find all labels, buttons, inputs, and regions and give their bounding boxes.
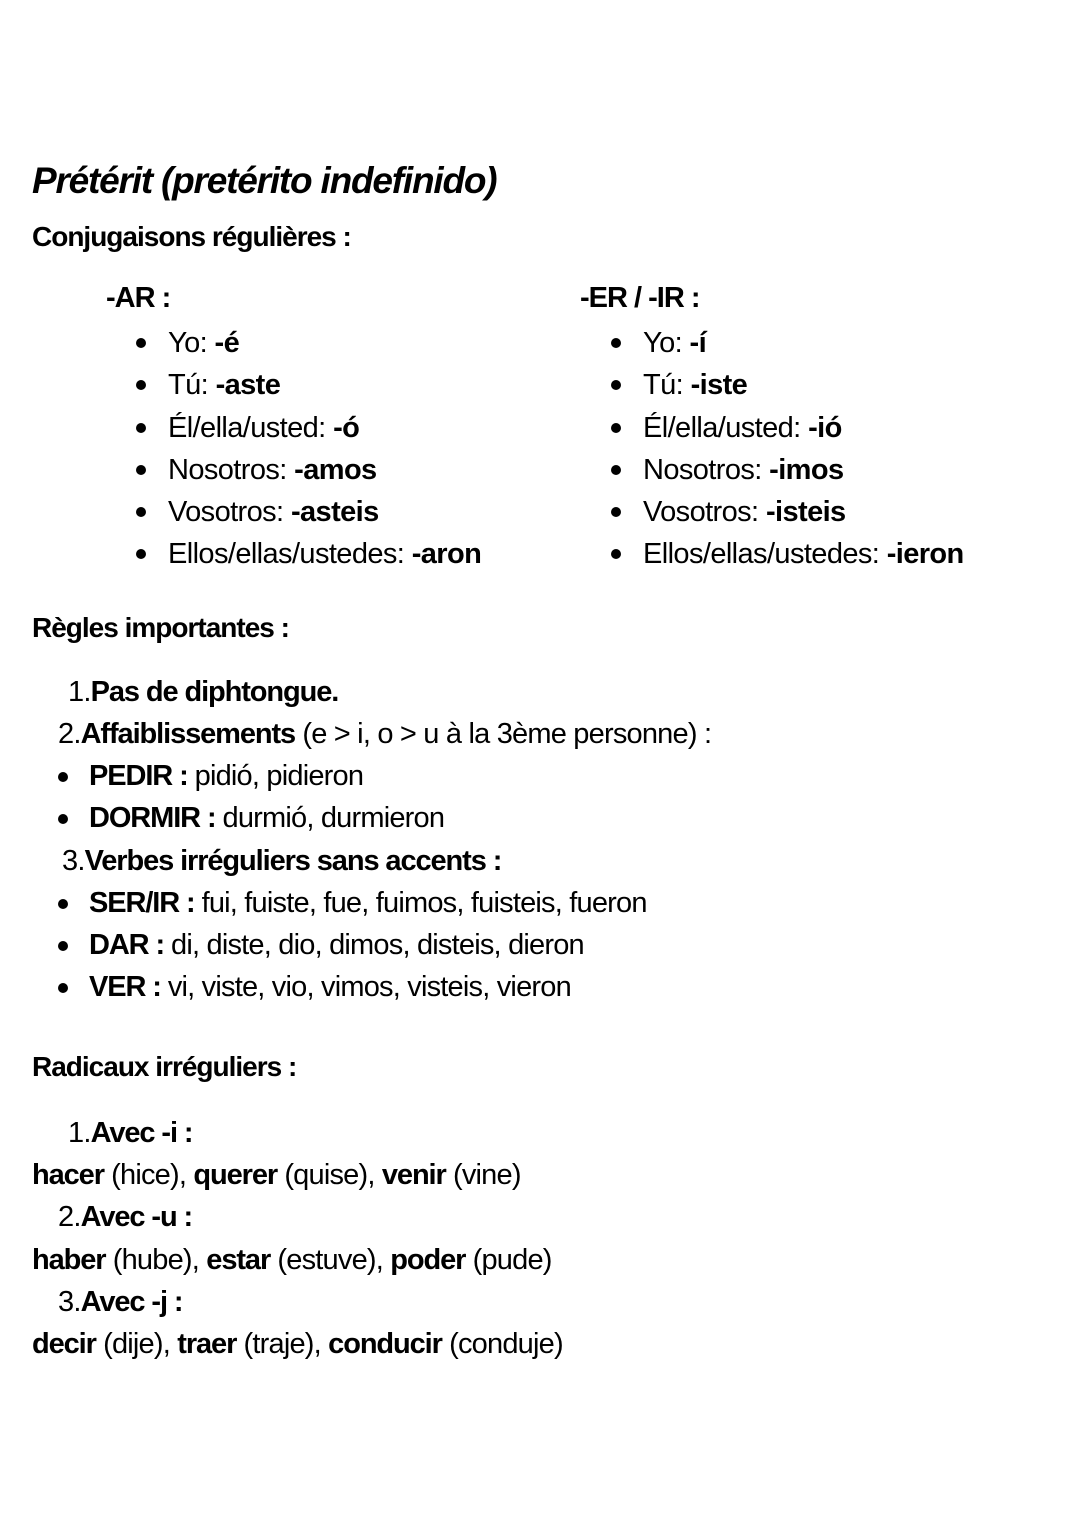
- bullet-icon: [611, 549, 621, 559]
- list-item: Nosotros: -amos: [136, 449, 481, 491]
- list-item: Ellos/ellas/ustedes: -aron: [136, 533, 481, 575]
- bullet-icon: [611, 507, 621, 517]
- er-ir-heading: -ER / -IR :: [580, 282, 700, 314]
- rule-2: 2.Affaiblissements (e > i, o > u à la 3ème personne) :: [58, 718, 712, 750]
- radical-group-label: 1.Avec -i :: [68, 1117, 193, 1149]
- list-item: Yo: -í: [611, 322, 964, 364]
- bullet-icon: [58, 772, 68, 782]
- rules-heading: Règles importantes :: [32, 612, 289, 643]
- regular-conjugations-heading: Conjugaisons régulières :: [32, 221, 351, 252]
- bullet-icon: [611, 465, 621, 475]
- list-item: Yo: -é: [136, 322, 481, 364]
- ar-heading: -AR :: [106, 282, 171, 314]
- bullet-icon: [136, 549, 146, 559]
- bullet-icon: [136, 465, 146, 475]
- list-item: Ellos/ellas/ustedes: -ieron: [611, 533, 964, 575]
- list-item: Vosotros: -isteis: [611, 491, 964, 533]
- bullet-icon: [136, 338, 146, 348]
- list-item: Nosotros: -imos: [611, 449, 964, 491]
- list-item: Él/ella/usted: -ó: [136, 407, 481, 449]
- rule-example: SER/IR : fui, fuiste, fue, fuimos, fuisteis, fueron: [56, 882, 647, 924]
- radical-verbs-line: hacer (hice), querer (quise), venir (vine): [32, 1159, 521, 1191]
- rule-3: 3.Verbes irréguliers sans accents :: [62, 845, 502, 877]
- bullet-icon: [58, 899, 68, 909]
- bullet-icon: [58, 814, 68, 824]
- rule-example: PEDIR : pidió, pidieron: [56, 755, 363, 797]
- er-ir-endings-list: [611, 322, 964, 576]
- page-title: Prétérit (pretérito indefinido): [32, 160, 497, 201]
- rule-example: VER : vi, viste, vio, vimos, visteis, vieron: [56, 966, 571, 1008]
- rule-example: DORMIR : durmió, durmieron: [56, 797, 444, 839]
- radical-verbs-line: decir (dije), traer (traje), conducir (conduje): [32, 1328, 563, 1360]
- bullet-icon: [611, 380, 621, 390]
- bullet-icon: [136, 423, 146, 433]
- rule-1: 1.Pas de diphtongue.: [68, 676, 339, 708]
- list-item: Vosotros: -asteis: [136, 491, 481, 533]
- bullet-icon: [136, 507, 146, 517]
- bullet-icon: [611, 423, 621, 433]
- ar-endings-list: [136, 322, 481, 576]
- bullet-icon: [136, 380, 146, 390]
- list-item: Tú: -iste: [611, 364, 964, 406]
- radical-group-label: 3.Avec -j :: [58, 1286, 183, 1318]
- bullet-icon: [58, 941, 68, 951]
- radical-verbs-line: haber (hube), estar (estuve), poder (pude): [32, 1244, 552, 1276]
- radicals-heading: Radicaux irréguliers :: [32, 1051, 297, 1082]
- bullet-icon: [611, 338, 621, 348]
- list-item: Él/ella/usted: -ió: [611, 407, 964, 449]
- radical-group-label: 2.Avec -u :: [58, 1201, 193, 1233]
- list-item: Tú: -aste: [136, 364, 481, 406]
- rule-example: DAR : di, diste, dio, dimos, disteis, dieron: [56, 924, 584, 966]
- bullet-icon: [58, 983, 68, 993]
